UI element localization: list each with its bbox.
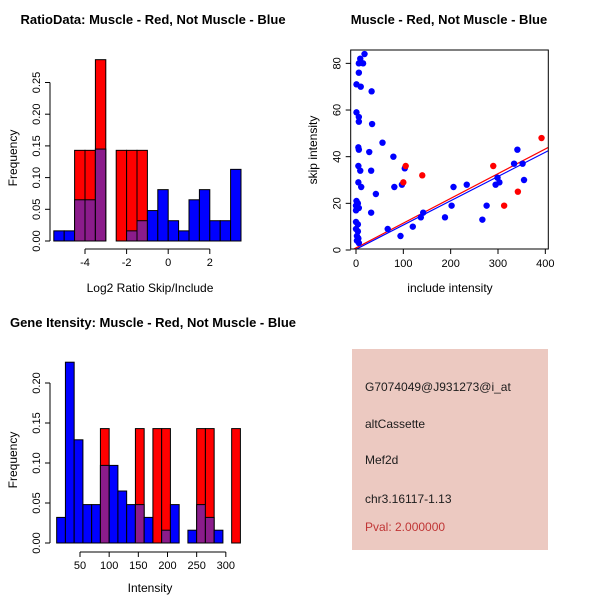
scatter-point-not-muscle — [479, 216, 485, 222]
event-type-text: altCassette — [365, 417, 426, 431]
scatter-point-not-muscle — [450, 184, 456, 190]
scatter-point-muscle — [538, 135, 544, 141]
x-tick-label: 200 — [441, 258, 460, 270]
scatter-point-not-muscle — [373, 191, 379, 197]
y-tick-label: 0.00 — [31, 532, 43, 554]
scatter-point-not-muscle — [356, 146, 362, 152]
y-tick-label: 0.05 — [31, 198, 43, 221]
y-tick-label: 0.25 — [31, 71, 43, 94]
scatter-point-not-muscle — [357, 167, 363, 173]
scatter-point-not-muscle — [356, 240, 362, 246]
y-tick-label: 0.05 — [31, 492, 43, 514]
y-tick-label: 0.00 — [31, 230, 43, 252]
scatter-point-not-muscle — [514, 146, 520, 152]
hist-bar-not-muscle — [65, 362, 74, 543]
ratio-hist-xlabel: Log2 Ratio Skip/Include — [86, 281, 214, 295]
hist-bar-overlap — [85, 200, 95, 241]
hist-bar-overlap — [100, 465, 109, 543]
hist-bar-not-muscle — [189, 200, 199, 241]
hist-bar-muscle — [116, 150, 126, 241]
scatter-point-not-muscle — [368, 88, 374, 94]
scatter-point-not-muscle — [379, 139, 385, 145]
scatter-point-not-muscle — [356, 69, 362, 75]
scatter-point-not-muscle — [358, 83, 364, 89]
genome-location-text: chr3.16117-1.13 — [365, 492, 452, 506]
hist-bar-not-muscle — [170, 505, 179, 543]
pval-text: Pval: 2.000000 — [365, 520, 446, 534]
ratio-hist-ylabel: Frequency — [6, 129, 20, 187]
hist-bar-not-muscle — [57, 517, 66, 543]
y-tick-label: 0 — [331, 246, 344, 254]
hist-bar-overlap — [127, 231, 137, 241]
scatter-point-not-muscle — [464, 181, 470, 187]
hist-bar-overlap — [135, 505, 144, 543]
scatter-point-not-muscle — [483, 202, 489, 208]
scatter-point-not-muscle — [397, 233, 403, 239]
hist-bar-overlap — [75, 200, 85, 241]
hist-bar-muscle — [232, 429, 241, 543]
scatter-point-not-muscle — [410, 223, 416, 229]
hist-bar-not-muscle — [179, 231, 189, 241]
y-tick-label: 0.15 — [31, 412, 43, 434]
x-tick-label: -4 — [80, 257, 90, 269]
hist-bar-not-muscle — [158, 190, 168, 241]
y-tick-label: 0.20 — [31, 372, 43, 394]
hist-bar-not-muscle — [54, 231, 64, 241]
scatter-title: Muscle - Red, Not Muscle - Blue — [350, 12, 548, 27]
regression-line-muscle-fit — [341, 143, 557, 256]
x-tick-label: -2 — [121, 257, 132, 269]
x-tick-label: 100 — [394, 258, 413, 270]
hist-bar-not-muscle — [199, 190, 209, 241]
hist-bar-not-muscle — [188, 530, 197, 543]
y-tick-label: 0.10 — [31, 166, 43, 189]
hist-bar-not-muscle — [231, 169, 241, 241]
ratio-hist-title: RatioData: Muscle - Red, Not Muscle - Blue — [20, 12, 286, 27]
y-tick-label: 0.10 — [31, 452, 43, 474]
x-tick-label: 0 — [165, 257, 172, 269]
hist-bar-not-muscle — [109, 465, 118, 543]
scatter-point-muscle — [400, 179, 406, 185]
scatter-point-muscle — [515, 188, 521, 194]
scatter-point-not-muscle — [519, 160, 525, 166]
x-tick-label: 150 — [129, 560, 148, 572]
hist-bar-not-muscle — [147, 211, 157, 241]
gene-name-text: Mef2d — [365, 453, 399, 467]
hist-bar-not-muscle — [118, 491, 127, 543]
scatter-point-not-muscle — [368, 167, 374, 173]
hist-bar-overlap — [137, 221, 147, 241]
x-tick-label: 2 — [206, 257, 213, 269]
hist-bar-not-muscle — [220, 221, 230, 241]
hist-bar-not-muscle — [74, 440, 83, 543]
scatter-point-not-muscle — [442, 214, 448, 220]
scatter-point-not-muscle — [521, 177, 527, 183]
scatter-point-not-muscle — [358, 184, 364, 190]
y-tick-label: 0.20 — [31, 103, 43, 125]
probe-id-text: G7074049@J931273@i_at — [365, 380, 511, 394]
fit-lines-group — [341, 143, 557, 257]
hist-bar-not-muscle — [210, 221, 220, 241]
gene-intensity-hist-xlabel: Intensity — [127, 581, 173, 595]
scatter-point-muscle — [490, 163, 496, 169]
x-tick-label: 200 — [158, 560, 177, 572]
scatter-point-not-muscle — [496, 179, 502, 185]
hist-bar-overlap — [95, 149, 105, 241]
scatter-point-not-muscle — [368, 209, 374, 215]
hist-bar-not-muscle — [64, 231, 74, 241]
scatter-point-not-muscle — [366, 149, 372, 155]
hist-bar-not-muscle — [214, 530, 223, 543]
x-tick-label: 50 — [73, 560, 87, 572]
hist-bar-not-muscle — [83, 505, 92, 543]
scatter-point-not-muscle — [360, 60, 366, 66]
x-tick-label: 0 — [352, 258, 360, 270]
scatter-point-not-muscle — [369, 121, 375, 127]
scatter-point-muscle — [402, 163, 408, 169]
hist-bar-muscle — [162, 429, 171, 543]
y-tick-label: 60 — [331, 103, 344, 117]
y-tick-label: 0.15 — [31, 135, 43, 157]
scatter-point-muscle — [501, 202, 507, 208]
hist-bar-overlap — [162, 530, 171, 543]
x-tick-label: 400 — [536, 258, 555, 270]
scatter-point-not-muscle — [448, 202, 454, 208]
scatter-ylabel: skip intensity — [306, 115, 320, 185]
scatter-point-not-muscle — [353, 207, 359, 213]
info-box — [352, 349, 548, 550]
y-tick-label: 40 — [331, 150, 344, 163]
hist-bar-not-muscle — [144, 517, 153, 543]
x-tick-label: 300 — [488, 258, 508, 270]
y-tick-label: 80 — [331, 57, 344, 70]
hist-bar-muscle — [127, 150, 137, 241]
scatter-point-not-muscle — [420, 209, 426, 215]
scatter-point-not-muscle — [356, 118, 362, 124]
y-tick-label: 20 — [331, 197, 344, 210]
x-tick-label: 100 — [99, 560, 119, 572]
scatter-point-muscle — [419, 172, 425, 178]
hist-bar-not-muscle — [127, 505, 136, 543]
hist-bar-not-muscle — [168, 221, 178, 241]
x-tick-label: 250 — [187, 560, 206, 572]
hist-bar-muscle — [153, 429, 162, 543]
scatter-point-not-muscle — [511, 160, 517, 166]
hist-bar-overlap — [205, 517, 214, 543]
x-tick-label: 300 — [216, 560, 236, 572]
gene-intensity-hist-ylabel: Frequency — [6, 431, 20, 489]
hist-bar-not-muscle — [92, 505, 101, 543]
scatter-point-not-muscle — [391, 184, 397, 190]
gene-intensity-hist-title: Gene Itensity: Muscle - Red, Not Muscle - Blue — [9, 315, 297, 330]
hist-bar-overlap — [197, 505, 206, 543]
scatter-xlabel: include intensity — [407, 281, 493, 295]
scatter-point-not-muscle — [385, 226, 391, 232]
scatter-point-not-muscle — [390, 153, 396, 159]
